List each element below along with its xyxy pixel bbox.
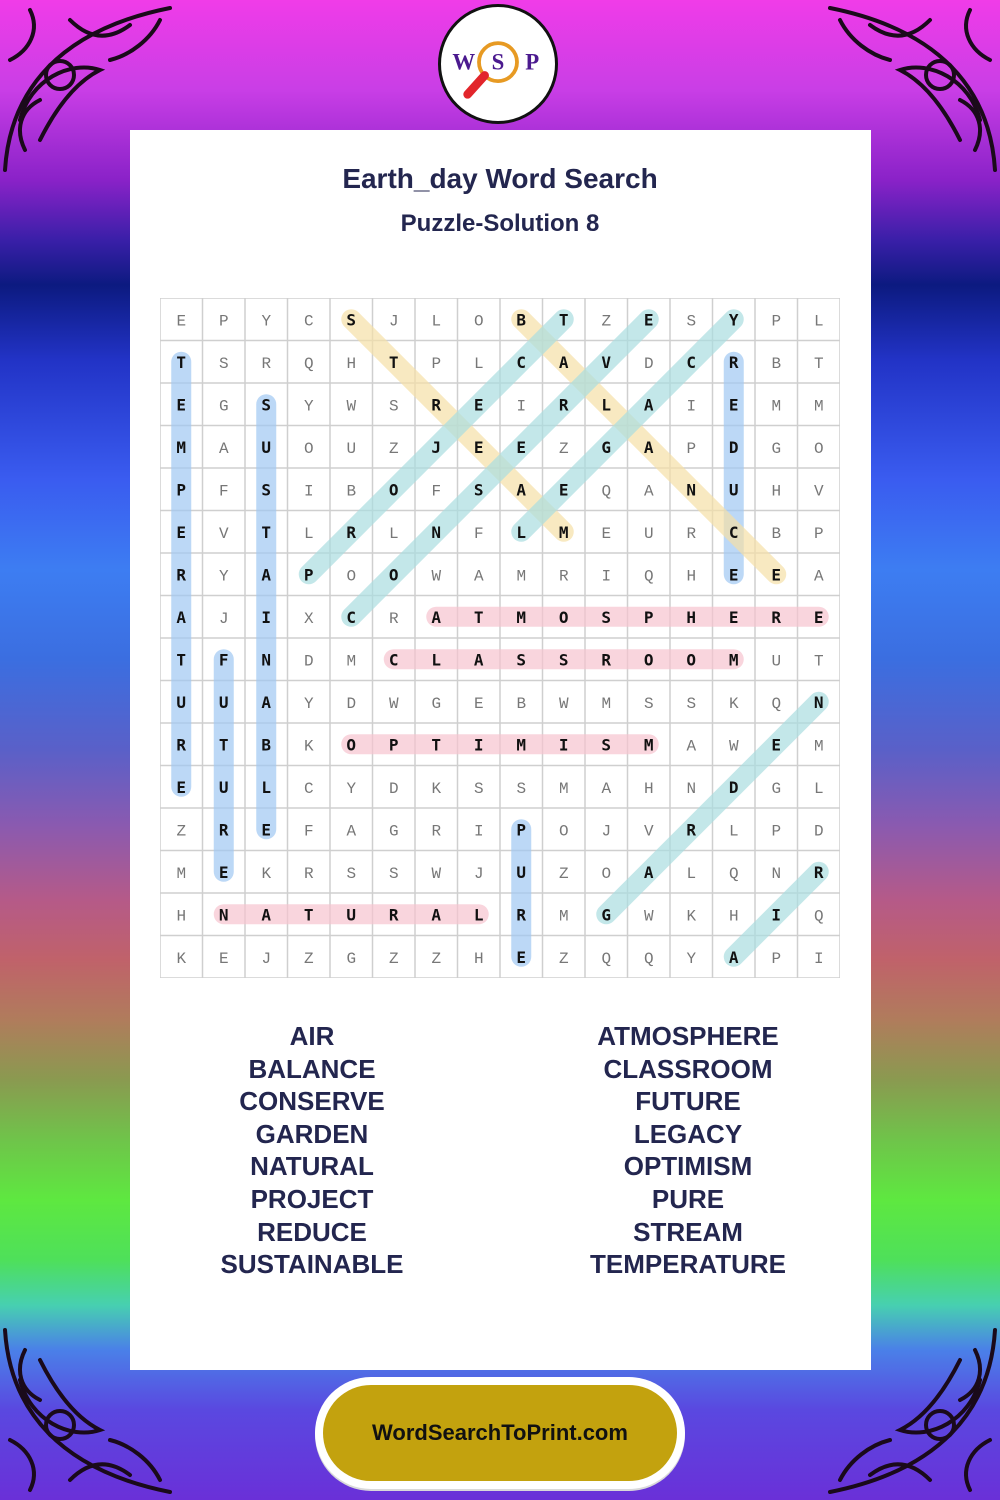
grid-letter[interactable]: L xyxy=(813,779,824,798)
grid-letter[interactable]: Q xyxy=(601,482,612,501)
grid-letter[interactable]: S xyxy=(473,480,484,500)
website-link-label: WordSearchToPrint.com xyxy=(372,1420,628,1445)
grid-letter[interactable]: G xyxy=(601,437,612,457)
grid-letter[interactable]: V xyxy=(601,352,612,372)
grid-letter[interactable]: H xyxy=(643,779,654,798)
grid-letter[interactable]: G xyxy=(771,779,782,798)
page-title: Earth_day Word Search xyxy=(342,163,658,194)
grid-letter[interactable]: I xyxy=(261,607,272,627)
grid-letter[interactable]: B xyxy=(346,482,357,501)
grid-letter[interactable]: O xyxy=(686,650,697,670)
word-list-item: LEGACY xyxy=(633,1118,743,1149)
grid-letter[interactable]: N xyxy=(686,779,697,798)
grid-letter[interactable]: P xyxy=(771,822,782,841)
grid-letter[interactable]: R xyxy=(728,352,739,372)
grid-letter[interactable]: Q xyxy=(303,354,314,373)
grid-letter[interactable]: Y xyxy=(686,949,697,968)
grid-letter[interactable]: C xyxy=(516,352,527,372)
grid-letter[interactable]: M xyxy=(771,397,782,416)
grid-letter[interactable]: C xyxy=(303,779,314,798)
grid-letter[interactable]: P xyxy=(218,312,229,331)
grid-letter[interactable]: L xyxy=(813,312,824,331)
grid-letter[interactable]: U xyxy=(218,777,229,797)
grid-letter[interactable]: M xyxy=(516,735,527,755)
grid-letter[interactable]: T xyxy=(388,352,399,372)
grid-letter[interactable]: A xyxy=(601,779,612,798)
grid-letter[interactable]: W xyxy=(558,694,569,713)
grid-letter[interactable]: Q xyxy=(771,694,782,713)
grid-letter[interactable]: O xyxy=(813,439,824,458)
grid-letter[interactable]: E xyxy=(771,565,782,585)
grid-letter[interactable]: U xyxy=(516,862,527,882)
grid-letter[interactable]: H xyxy=(473,949,484,968)
grid-letter[interactable]: Y xyxy=(303,694,314,713)
grid-letter[interactable]: M xyxy=(558,907,569,926)
grid-letter[interactable]: P xyxy=(771,949,782,968)
word-list-left xyxy=(162,1020,462,1281)
grid-letter[interactable]: S xyxy=(516,650,527,670)
grid-letter[interactable]: O xyxy=(601,864,612,883)
word-list-item: FUTURE xyxy=(635,1086,741,1117)
grid-letter[interactable]: S xyxy=(261,395,272,415)
grid-letter[interactable]: H xyxy=(728,907,739,926)
grid-letter[interactable]: H xyxy=(771,482,782,501)
grid-letter[interactable]: G xyxy=(218,397,229,416)
grid-letter[interactable]: Q xyxy=(643,949,654,968)
grid-letter[interactable]: Q xyxy=(728,864,739,883)
grid-letter[interactable]: I xyxy=(303,482,314,501)
grid-letter[interactable]: E xyxy=(643,310,654,330)
grid-letter[interactable]: Y xyxy=(218,567,229,586)
grid-letter[interactable]: R xyxy=(388,905,399,925)
grid-letter[interactable]: R xyxy=(516,905,527,925)
grid-letter[interactable]: M xyxy=(516,607,527,627)
grid-letter[interactable]: O xyxy=(558,822,569,841)
grid-letter[interactable]: J xyxy=(601,822,612,841)
grid-letter[interactable]: P xyxy=(686,439,697,458)
grid-letter[interactable]: F xyxy=(473,524,484,543)
grid-letter[interactable]: E xyxy=(176,395,187,415)
grid-letter[interactable]: R xyxy=(601,650,612,670)
grid-letter[interactable]: M xyxy=(516,567,527,586)
grid-letter[interactable]: S xyxy=(346,864,357,883)
grid-letter[interactable]: G xyxy=(388,822,399,841)
grid-letter[interactable]: J xyxy=(388,312,399,331)
grid-letter[interactable]: S xyxy=(261,480,272,500)
grid-letter[interactable]: Z xyxy=(388,949,399,968)
grid-letter[interactable]: T xyxy=(473,607,484,627)
grid-letter[interactable]: L xyxy=(686,864,697,883)
grid-letter[interactable]: I xyxy=(686,397,697,416)
grid-letter[interactable]: M xyxy=(643,735,654,755)
grid-letter[interactable]: R xyxy=(813,862,824,882)
grid-letter[interactable]: Q xyxy=(601,949,612,968)
grid-letter[interactable]: E xyxy=(473,694,484,713)
grid-letter[interactable]: R xyxy=(771,607,782,627)
grid-letter[interactable]: I xyxy=(473,822,484,841)
word-list-item: PROJECT xyxy=(250,1183,374,1214)
grid-letter[interactable]: I xyxy=(558,735,569,755)
grid-letter[interactable]: L xyxy=(728,822,739,841)
word-list-item: OPTIMISM xyxy=(623,1151,753,1182)
grid-letter[interactable]: P xyxy=(431,354,442,373)
grid-letter[interactable]: A xyxy=(261,905,272,925)
website-link-button[interactable] xyxy=(323,1385,677,1481)
grid-letter[interactable]: M xyxy=(176,437,187,457)
grid-letter[interactable]: G xyxy=(601,905,612,925)
grid-letter[interactable]: R xyxy=(346,522,357,542)
grid-letter[interactable]: S xyxy=(601,735,612,755)
grid-letter[interactable]: R xyxy=(176,565,187,585)
grid-letter[interactable]: A xyxy=(261,565,272,585)
grid-letter[interactable]: D xyxy=(728,777,739,797)
grid-letter[interactable]: R xyxy=(558,395,569,415)
grid-letter[interactable]: E xyxy=(473,395,484,415)
grid-letter[interactable]: J xyxy=(473,864,484,883)
grid-letter[interactable]: Y xyxy=(261,312,272,331)
grid-letter[interactable]: C xyxy=(388,650,399,670)
grid-letter[interactable]: F xyxy=(218,482,229,501)
grid-letter[interactable]: A xyxy=(261,692,272,712)
grid-letter[interactable]: P xyxy=(643,607,654,627)
grid-letter[interactable]: R xyxy=(218,820,229,840)
grid-letter[interactable]: C xyxy=(303,312,314,331)
word-list-item: TEMPERATURE xyxy=(590,1249,786,1280)
grid-letter[interactable]: D xyxy=(303,652,314,671)
grid-letter[interactable]: M xyxy=(728,650,739,670)
grid-letter[interactable]: B xyxy=(516,694,527,713)
logo-letter-s: S xyxy=(491,49,505,75)
grid-letter[interactable]: Q xyxy=(643,567,654,586)
word-list-item: NATURAL xyxy=(250,1151,374,1182)
grid-letter[interactable]: A xyxy=(558,352,569,372)
grid-letter[interactable]: A xyxy=(176,607,187,627)
grid-letter[interactable]: O xyxy=(388,480,399,500)
grid-letter[interactable]: B xyxy=(771,354,782,373)
grid-letter[interactable]: K xyxy=(431,779,442,798)
grid-letter[interactable]: V xyxy=(643,822,654,841)
logo-letter-p: P xyxy=(525,49,540,75)
grid-letter[interactable]: Z xyxy=(601,312,612,331)
word-list-item: CONSERVE xyxy=(239,1086,385,1117)
grid-letter[interactable]: U xyxy=(771,652,782,671)
grid-letter[interactable]: S xyxy=(686,694,697,713)
grid-letter[interactable]: E xyxy=(516,437,527,457)
grid-letter[interactable]: A xyxy=(643,862,654,882)
grid-letter[interactable]: S xyxy=(643,694,654,713)
word-list-item: SUSTAINABLE xyxy=(220,1249,404,1280)
grid-letter[interactable]: M xyxy=(813,737,824,756)
word-list-item: AIR xyxy=(289,1021,335,1051)
grid-letter[interactable]: E xyxy=(473,437,484,457)
grid-letter[interactable]: F xyxy=(218,650,229,670)
grid-letter[interactable]: S xyxy=(601,607,612,627)
grid-letter[interactable]: A xyxy=(473,650,484,670)
logo-letter-w: W xyxy=(452,49,476,75)
grid-letter[interactable]: N xyxy=(431,522,442,542)
grid-letter[interactable]: M xyxy=(813,397,824,416)
grid-letter[interactable]: T xyxy=(813,652,824,671)
grid-letter[interactable]: U xyxy=(346,905,357,925)
grid-letter[interactable]: C xyxy=(728,522,739,542)
grid-letter[interactable]: B xyxy=(516,310,527,330)
grid-letter[interactable]: J xyxy=(218,609,229,628)
grid-letter[interactable]: Y xyxy=(728,310,739,330)
page-subtitle: Puzzle-Solution 8 xyxy=(400,210,600,237)
grid-letter[interactable]: P xyxy=(176,480,187,500)
grid-letter[interactable]: L xyxy=(388,524,399,543)
grid-letter[interactable]: N xyxy=(686,480,697,500)
grid-letter[interactable]: G xyxy=(346,949,357,968)
grid-letter[interactable]: D xyxy=(388,779,399,798)
grid-letter[interactable]: Y xyxy=(346,779,357,798)
grid-letter[interactable]: T xyxy=(176,650,187,670)
grid-letter[interactable]: N xyxy=(261,650,272,670)
grid-letter[interactable]: F xyxy=(303,822,314,841)
grid-letter[interactable]: M xyxy=(558,779,569,798)
grid-letter[interactable]: B xyxy=(261,735,272,755)
grid-letter[interactable]: A xyxy=(473,567,484,586)
grid-letter[interactable]: I xyxy=(771,905,782,925)
grid-letter[interactable]: D xyxy=(346,694,357,713)
grid-letter[interactable]: S xyxy=(218,354,229,373)
grid-letter[interactable]: Z xyxy=(303,949,314,968)
grid-letter[interactable]: S xyxy=(388,864,399,883)
grid-letter[interactable]: I xyxy=(813,949,824,968)
grid-letter[interactable]: R xyxy=(686,820,697,840)
grid-letter[interactable]: G xyxy=(431,694,442,713)
grid-letter[interactable]: L xyxy=(431,650,442,670)
grid-letter[interactable]: T xyxy=(431,735,442,755)
grid-letter[interactable]: Z xyxy=(558,864,569,883)
grid-letter[interactable]: O xyxy=(558,607,569,627)
grid-letter[interactable]: X xyxy=(303,609,314,628)
grid-letter[interactable]: T xyxy=(813,354,824,373)
grid-letter[interactable]: E xyxy=(728,607,739,627)
grid-letter[interactable]: R xyxy=(431,822,442,841)
grid-letter[interactable]: S xyxy=(388,397,399,416)
grid-letter[interactable]: Y xyxy=(303,397,314,416)
grid-letter[interactable]: A xyxy=(431,905,442,925)
grid-letter[interactable]: H xyxy=(686,607,697,627)
grid-letter[interactable]: P xyxy=(771,312,782,331)
grid-letter[interactable]: O xyxy=(388,565,399,585)
grid-letter[interactable]: E xyxy=(728,395,739,415)
grid-letter[interactable]: E xyxy=(558,480,569,500)
grid-letter[interactable]: D xyxy=(728,437,739,457)
grid-letter[interactable]: K xyxy=(303,737,314,756)
grid-letter[interactable]: E xyxy=(601,524,612,543)
grid-letter[interactable]: R xyxy=(176,735,187,755)
grid-letter[interactable]: C xyxy=(686,352,697,372)
grid-letter[interactable]: T xyxy=(218,735,229,755)
grid-letter[interactable]: M xyxy=(558,522,569,542)
grid-letter[interactable]: S xyxy=(346,310,357,330)
grid-letter[interactable]: E xyxy=(261,820,272,840)
grid-letter[interactable]: J xyxy=(261,949,272,968)
grid-letter[interactable]: M xyxy=(601,694,612,713)
grid-letter[interactable]: A xyxy=(346,822,357,841)
grid-letter[interactable]: O xyxy=(346,735,357,755)
grid-letter[interactable]: K xyxy=(176,949,187,968)
grid-letter[interactable]: A xyxy=(643,437,654,457)
word-list-item: STREAM xyxy=(633,1216,743,1247)
grid-letter[interactable]: A xyxy=(431,607,442,627)
grid-letter[interactable]: I xyxy=(516,397,527,416)
grid-letter[interactable]: L xyxy=(261,777,272,797)
grid-letter[interactable]: M xyxy=(176,864,187,883)
grid-letter[interactable]: A xyxy=(516,480,527,500)
grid-letter[interactable]: I xyxy=(601,567,612,586)
grid-letter[interactable]: L xyxy=(431,312,442,331)
grid-letter[interactable]: R xyxy=(686,524,697,543)
grid-letter[interactable]: R xyxy=(303,864,314,883)
grid-letter[interactable]: U xyxy=(176,692,187,712)
word-list-item: ATMOSPHERE xyxy=(597,1021,779,1051)
grid-letter[interactable]: S xyxy=(686,312,697,331)
grid-letter[interactable]: V xyxy=(218,524,229,543)
grid-letter[interactable]: W xyxy=(346,397,357,416)
grid-letter[interactable]: P xyxy=(303,565,314,585)
grid-letter[interactable]: P xyxy=(516,820,527,840)
grid-letter[interactable]: Z xyxy=(176,822,187,841)
grid-letter[interactable]: T xyxy=(261,522,272,542)
grid-letter[interactable]: G xyxy=(771,439,782,458)
grid-letter[interactable]: T xyxy=(176,352,187,372)
word-list-item: GARDEN xyxy=(255,1118,369,1149)
word-list-item: CLASSROOM xyxy=(603,1053,773,1084)
grid-letter[interactable]: S xyxy=(558,650,569,670)
grid-letter[interactable]: Z xyxy=(431,949,442,968)
grid-letter[interactable]: U xyxy=(261,437,272,457)
grid-letter[interactable]: H xyxy=(176,907,187,926)
grid-letter[interactable]: E xyxy=(728,565,739,585)
word-list-item: REDUCE xyxy=(257,1216,367,1247)
grid-letter[interactable]: D xyxy=(813,822,824,841)
grid-letter[interactable]: R xyxy=(431,395,442,415)
grid-letter[interactable]: C xyxy=(346,607,357,627)
grid-letter[interactable]: N xyxy=(771,864,782,883)
grid-letter[interactable]: A xyxy=(643,395,654,415)
grid-letter[interactable]: K xyxy=(686,907,697,926)
grid-letter[interactable]: W xyxy=(388,694,399,713)
grid-letter[interactable]: W xyxy=(431,567,442,586)
grid-letter[interactable]: E xyxy=(771,735,782,755)
site-logo[interactable] xyxy=(438,4,558,124)
grid-letter[interactable]: K xyxy=(728,694,739,713)
grid-letter[interactable]: A xyxy=(728,947,739,967)
grid-letter[interactable]: H xyxy=(346,354,357,373)
grid-letter[interactable]: U xyxy=(218,692,229,712)
grid-letter[interactable]: E xyxy=(176,312,187,331)
word-list-item: BALANCE xyxy=(248,1053,376,1084)
grid-letter[interactable]: I xyxy=(473,735,484,755)
grid-letter[interactable]: S xyxy=(516,779,527,798)
grid-letter[interactable]: U xyxy=(346,439,357,458)
grid-letter[interactable]: W xyxy=(643,907,654,926)
grid-letter[interactable]: Z xyxy=(388,439,399,458)
grid-letter[interactable]: A xyxy=(686,737,697,756)
grid-letter[interactable]: N xyxy=(218,905,229,925)
grid-letter[interactable]: O xyxy=(346,567,357,586)
grid-letter[interactable]: E xyxy=(218,862,229,882)
grid-letter[interactable]: Q xyxy=(813,907,824,926)
grid-letter[interactable]: H xyxy=(686,567,697,586)
grid-letter[interactable]: Z xyxy=(558,949,569,968)
grid-letter[interactable]: E xyxy=(218,949,229,968)
grid-letter[interactable]: O xyxy=(643,650,654,670)
grid-letter[interactable]: E xyxy=(176,777,187,797)
grid-letter[interactable]: F xyxy=(431,482,442,501)
grid-letter[interactable]: L xyxy=(473,354,484,373)
grid-letter[interactable]: U xyxy=(728,480,739,500)
grid-letter[interactable]: K xyxy=(261,864,272,883)
grid-letter[interactable]: B xyxy=(771,524,782,543)
grid-letter[interactable]: R xyxy=(388,609,399,628)
grid-letter[interactable]: J xyxy=(431,437,442,457)
word-list-right xyxy=(538,1020,838,1281)
grid-letter[interactable]: W xyxy=(728,737,739,756)
grid-letter[interactable]: P xyxy=(813,524,824,543)
grid-letter[interactable]: O xyxy=(303,439,314,458)
word-list-item: PURE xyxy=(651,1183,725,1214)
grid-letter[interactable]: N xyxy=(813,692,824,712)
grid-letter[interactable]: R xyxy=(558,567,569,586)
grid-letter[interactable]: M xyxy=(346,652,357,671)
grid-letter[interactable]: L xyxy=(601,395,612,415)
letter-grid[interactable] xyxy=(160,298,840,978)
grid-letter[interactable]: O xyxy=(473,312,484,331)
grid-letter[interactable]: L xyxy=(516,522,527,542)
grid-letter[interactable]: T xyxy=(303,905,314,925)
grid-letter[interactable]: W xyxy=(431,864,442,883)
grid-letter[interactable]: V xyxy=(813,482,824,501)
grid-letter[interactable]: R xyxy=(261,354,272,373)
grid-letter[interactable]: L xyxy=(473,905,484,925)
grid-letter[interactable]: E xyxy=(176,522,187,542)
grid-letter[interactable]: E xyxy=(516,947,527,967)
grid-letter[interactable]: D xyxy=(643,354,654,373)
grid-letter[interactable]: L xyxy=(303,524,314,543)
grid-letter[interactable]: T xyxy=(558,310,569,330)
grid-letter[interactable]: A xyxy=(813,567,824,586)
grid-letter[interactable]: A xyxy=(643,482,654,501)
grid-letter[interactable]: A xyxy=(218,439,229,458)
grid-letter[interactable]: P xyxy=(388,735,399,755)
grid-letter[interactable]: Z xyxy=(558,439,569,458)
grid-letter[interactable]: E xyxy=(813,607,824,627)
grid-letter[interactable]: S xyxy=(473,779,484,798)
grid-letter[interactable]: U xyxy=(643,524,654,543)
